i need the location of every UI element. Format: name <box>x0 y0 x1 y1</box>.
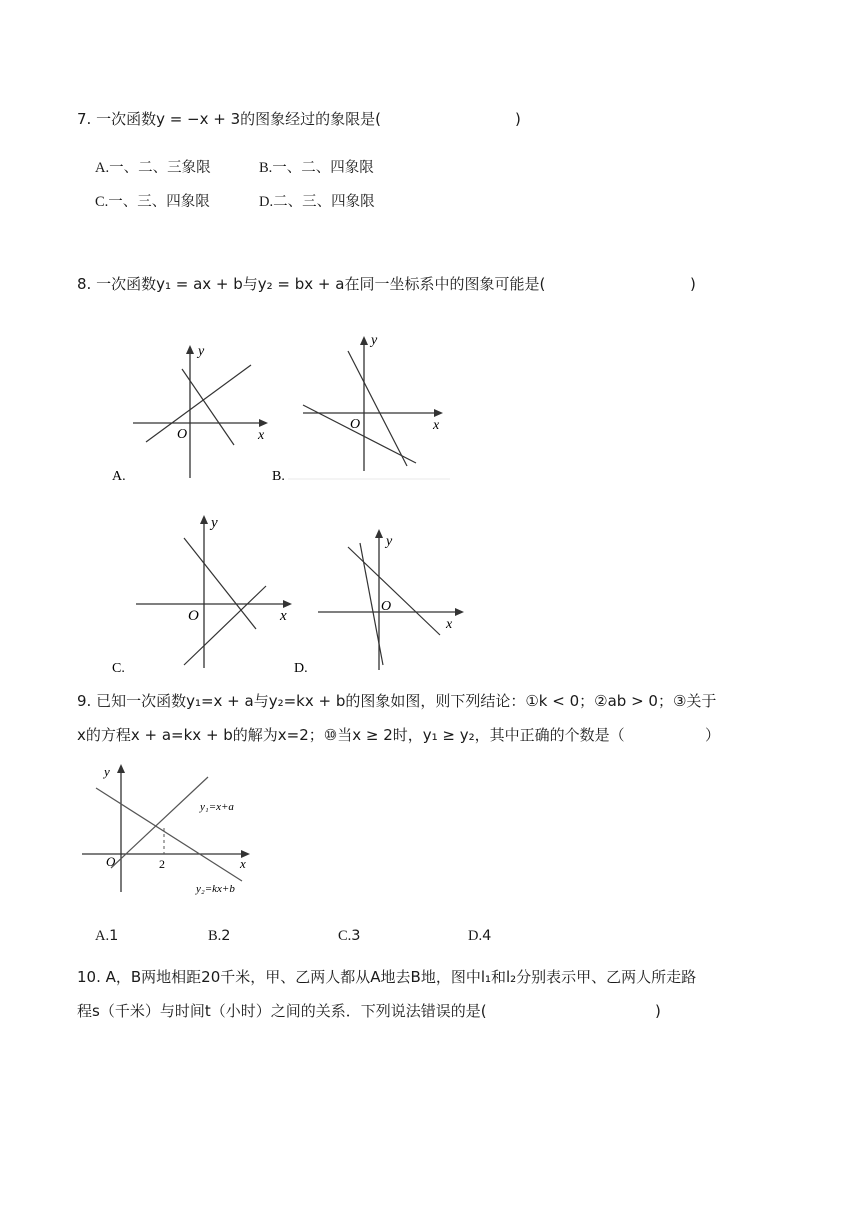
q9-option-d: D.4 <box>468 928 492 944</box>
graph-d-y-label: y <box>386 534 393 549</box>
q9-option-a: A.1 <box>95 928 119 944</box>
q9-graph-line2-label: y₂=kx+b <box>196 883 235 895</box>
q9-stem-line1: 9. 已知一次函数y₁=x + a与y₂=kx + b的图象如图，则下列结论：①k < 0；②ab > 0；③关于 <box>77 692 717 710</box>
q8-close-paren: ) <box>690 275 696 293</box>
graph-a-option-label: A. <box>112 469 126 484</box>
q10-stem-line1: 10. A，B两地相距20千米，甲、乙两人都从A地去B地，图中l₁和l₂分别表示甲、乙两人所走路 <box>77 968 697 986</box>
graph-b-origin-label: O <box>350 417 361 432</box>
q9-graph-tick-2: 2 <box>159 857 165 871</box>
q9-option-b: B.2 <box>208 928 231 944</box>
q9-graph-line1-label: y₁=x+a <box>200 801 234 813</box>
graph-a-origin-label: O <box>177 427 188 442</box>
q7-option-a: A.一、二、三象限 <box>95 160 211 176</box>
q7-stem: 7. 一次函数y = −x + 3的图象经过的象限是( <box>77 110 382 128</box>
graph-d-x-label: x <box>446 617 453 632</box>
q9-graph-origin-label: O <box>106 854 116 869</box>
graph-c-x-label: x <box>280 608 287 624</box>
q10-close-paren: ) <box>655 1002 661 1020</box>
graph-a-y-label: y <box>198 344 205 359</box>
q10-stem-line2: 程s（千米）与时间t（小时）之间的关系．下列说法错误的是( <box>77 1002 487 1020</box>
q7-option-c: C.一、三、四象限 <box>95 194 210 210</box>
q9-graph-y-label: y <box>104 764 110 779</box>
q9-close-paren: ） <box>705 726 721 744</box>
graph-c-origin-label: O <box>188 608 199 624</box>
graph-d-option-label: D. <box>294 661 308 676</box>
q8-stem: 8. 一次函数y₁ = ax + b与y₂ = bx + a在同一坐标系中的图象可能是( <box>77 275 546 293</box>
q9-graph-x-label: x <box>240 856 246 871</box>
q7-option-d: D.二、三、四象限 <box>259 194 375 210</box>
q8-graph-d <box>290 525 470 677</box>
q8-graph-a <box>108 335 273 485</box>
graph-a-x-label: x <box>258 428 265 443</box>
graph-b-option-label: B. <box>272 469 285 484</box>
q9-graph <box>78 760 268 900</box>
q8-graph-b <box>268 326 453 486</box>
q7-close-paren: ) <box>515 110 521 128</box>
graph-c-y-label: y <box>211 515 218 531</box>
q9-stem-line2: x的方程x + a=kx + b的解为x=2；⑩当x ≥ 2时，y₁ ≥ y₂，其中正确的个数是（ <box>77 726 625 744</box>
graph-b-y-label: y <box>371 333 378 348</box>
q7-option-b: B.一、二、四象限 <box>259 160 374 176</box>
graph-c-option-label: C. <box>112 661 125 676</box>
q8-graph-c <box>108 510 298 678</box>
graph-d-origin-label: O <box>381 599 392 614</box>
graph-b-x-label: x <box>433 418 440 433</box>
q9-option-c: C.3 <box>338 928 361 944</box>
